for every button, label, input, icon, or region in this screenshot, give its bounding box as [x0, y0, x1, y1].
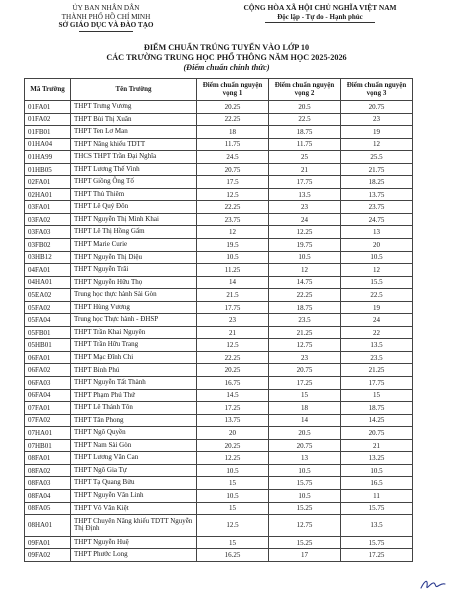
school-code-cell: 05HB01 [25, 339, 71, 352]
score-nv3-cell: 17.75 [341, 377, 413, 390]
school-code-cell: 08HA01 [25, 515, 71, 537]
score-nv2-cell: 10.5 [269, 464, 341, 477]
score-nv3-cell: 14.25 [341, 414, 413, 427]
header-school-name: Tên Trường [71, 79, 197, 101]
school-name-cell: THPT Nguyễn Thị Diệu [71, 251, 197, 264]
score-nv1-cell: 12.5 [197, 515, 269, 537]
score-nv2-cell: 12.75 [269, 515, 341, 537]
school-code-cell: 03FA03 [25, 226, 71, 239]
score-nv3-cell: 18.75 [341, 402, 413, 415]
score-nv2-cell: 14.75 [269, 276, 341, 289]
score-nv3-cell: 23 [341, 113, 413, 126]
school-name-cell: THPT Phước Long [71, 549, 197, 562]
table-row [25, 364, 413, 377]
table-row [25, 176, 413, 189]
table-row [25, 138, 413, 151]
score-nv3-cell: 21.75 [341, 163, 413, 176]
school-code-cell: 08FA04 [25, 489, 71, 502]
score-nv1-cell: 22.25 [197, 113, 269, 126]
school-name-cell: THPT Nguyễn Thị Minh Khai [71, 213, 197, 226]
table-row [25, 339, 413, 352]
score-nv1-cell: 19.5 [197, 239, 269, 252]
school-code-cell: 01HA99 [25, 151, 71, 164]
score-nv2-cell: 23 [269, 351, 341, 364]
score-nv2-cell: 15.25 [269, 536, 341, 549]
school-name-cell: THPT Nguyễn Trãi [71, 264, 197, 277]
score-nv2-cell: 18 [269, 402, 341, 415]
score-nv1-cell: 15 [197, 477, 269, 490]
score-nv3-cell: 22.5 [341, 289, 413, 302]
school-name-cell: THCS THPT Trần Đại Nghĩa [71, 151, 197, 164]
score-nv1-cell: 15 [197, 536, 269, 549]
school-code-cell: 03HB12 [25, 251, 71, 264]
score-nv1-cell: 22.25 [197, 201, 269, 214]
table-row [25, 276, 413, 289]
score-nv3-cell: 21 [341, 439, 413, 452]
school-code-cell: 08FA03 [25, 477, 71, 490]
score-nv3-cell: 16.5 [341, 477, 413, 490]
score-nv2-cell: 21.25 [269, 326, 341, 339]
table-header-row [25, 79, 413, 101]
school-code-cell: 08FA02 [25, 464, 71, 477]
signature-mark [419, 576, 447, 592]
title-note: (Điểm chuẩn chính thức) [183, 63, 270, 72]
school-code-cell: 07HA01 [25, 427, 71, 440]
score-nv1-cell: 17.5 [197, 176, 269, 189]
score-nv3-cell: 21.25 [341, 364, 413, 377]
score-nv2-cell: 14 [269, 414, 341, 427]
table-row [25, 536, 413, 549]
score-nv2-cell: 17 [269, 549, 341, 562]
score-nv3-cell: 13 [341, 226, 413, 239]
title-line-2: CÁC TRƯỜNG TRUNG HỌC PHỔ THÔNG NĂM HỌC 2025-2026 [106, 53, 347, 62]
school-name-cell: THPT Năng khiếu TDTT [71, 138, 197, 151]
score-nv3-cell: 13.5 [341, 339, 413, 352]
header-school-code: Mã Trường [25, 79, 71, 101]
score-nv1-cell: 12.5 [197, 339, 269, 352]
score-nv3-cell: 11 [341, 489, 413, 502]
score-nv3-cell: 13.5 [341, 515, 413, 537]
national-motto: Độc lập - Tự do - Hạnh phúc [277, 12, 363, 21]
school-name-cell: THPT Ngô Quyền [71, 427, 197, 440]
score-nv2-cell: 20.75 [269, 364, 341, 377]
school-code-cell: 09FA02 [25, 549, 71, 562]
school-name-cell: Trung học Thực hành - ĐHSP [71, 314, 197, 327]
school-name-cell: THPT Phạm Phú Thứ [71, 389, 197, 402]
score-nv2-cell: 12.25 [269, 226, 341, 239]
table-row [25, 414, 413, 427]
school-name-cell: THPT Bình Phú [71, 364, 197, 377]
table-row [25, 201, 413, 214]
school-code-cell: 05EA02 [25, 289, 71, 302]
score-nv2-cell: 20.75 [269, 439, 341, 452]
table-row [25, 188, 413, 201]
table-row [25, 502, 413, 515]
score-nv3-cell: 24.75 [341, 213, 413, 226]
score-nv2-cell: 19.75 [269, 239, 341, 252]
table-row [25, 213, 413, 226]
table-row [25, 101, 413, 114]
score-nv1-cell: 12 [197, 226, 269, 239]
table-row [25, 402, 413, 415]
school-name-cell: THPT Nguyễn Hữu Thọ [71, 276, 197, 289]
score-nv2-cell: 15.25 [269, 502, 341, 515]
issuer-line-3: SỞ GIÁO DỤC VÀ ĐÀO TẠO [58, 21, 154, 30]
header-score-nv1: Điểm chuẩn nguyện vọng 1 [197, 79, 269, 101]
score-nv1-cell: 22.25 [197, 351, 269, 364]
school-code-cell: 06FA04 [25, 389, 71, 402]
score-nv2-cell: 11.75 [269, 138, 341, 151]
score-nv2-cell: 10.5 [269, 489, 341, 502]
score-nv2-cell: 21 [269, 163, 341, 176]
table-row [25, 301, 413, 314]
score-nv3-cell: 23.5 [341, 351, 413, 364]
school-code-cell: 03FA01 [25, 201, 71, 214]
score-nv1-cell: 15 [197, 502, 269, 515]
table-row [25, 427, 413, 440]
school-name-cell: THPT Ngô Gia Tự [71, 464, 197, 477]
school-name-cell: THPT Marie Curie [71, 239, 197, 252]
score-nv2-cell: 18.75 [269, 301, 341, 314]
school-code-cell: 07HB01 [25, 439, 71, 452]
national-title: CỘNG HÒA XÃ HỘI CHỦ NGHĨA VIỆT NAM [243, 3, 397, 12]
score-nv1-cell: 14 [197, 276, 269, 289]
school-name-cell: THPT Tạ Quang Bửu [71, 477, 197, 490]
score-nv2-cell: 13.5 [269, 188, 341, 201]
school-name-cell: THPT Ten Lơ Man [71, 126, 197, 139]
issuer-line-1: ỦY BAN NHÂN DÂN [72, 4, 140, 12]
school-code-cell: 03FB02 [25, 239, 71, 252]
score-nv3-cell: 20.75 [341, 101, 413, 114]
school-code-cell: 05FB01 [25, 326, 71, 339]
score-nv2-cell: 22.5 [269, 113, 341, 126]
score-nv1-cell: 17.25 [197, 402, 269, 415]
score-nv1-cell: 20.25 [197, 439, 269, 452]
school-name-cell: THPT Mạc Đĩnh Chi [71, 351, 197, 364]
school-code-cell: 01FA01 [25, 101, 71, 114]
school-code-cell: 02FA01 [25, 176, 71, 189]
table-row [25, 151, 413, 164]
table-row [25, 289, 413, 302]
document-title [0, 43, 453, 73]
school-name-cell: THPT Tân Phong [71, 414, 197, 427]
score-nv1-cell: 21 [197, 326, 269, 339]
score-nv3-cell: 13.25 [341, 452, 413, 465]
table-row [25, 326, 413, 339]
score-nv3-cell: 15.75 [341, 536, 413, 549]
score-nv1-cell: 10.5 [197, 251, 269, 264]
school-code-cell: 08FA01 [25, 452, 71, 465]
table-row [25, 239, 413, 252]
school-name-cell: THPT Giồng Ông Tố [71, 176, 197, 189]
table-row [25, 351, 413, 364]
score-nv3-cell: 15.75 [341, 502, 413, 515]
score-nv2-cell: 22.25 [269, 289, 341, 302]
school-name-cell: THPT Thủ Thiêm [71, 188, 197, 201]
school-name-cell: THPT Trần Khai Nguyên [71, 326, 197, 339]
score-nv1-cell: 21.5 [197, 289, 269, 302]
score-nv3-cell: 20 [341, 239, 413, 252]
score-nv2-cell: 18.75 [269, 126, 341, 139]
table-body [25, 101, 413, 562]
table-row [25, 464, 413, 477]
table-row [25, 452, 413, 465]
table-row [25, 113, 413, 126]
school-code-cell: 01FB01 [25, 126, 71, 139]
school-code-cell: 02HA01 [25, 188, 71, 201]
school-code-cell: 03FA02 [25, 213, 71, 226]
score-nv2-cell: 15.75 [269, 477, 341, 490]
score-nv2-cell: 24 [269, 213, 341, 226]
school-name-cell: THPT Bùi Thị Xuân [71, 113, 197, 126]
score-nv2-cell: 13 [269, 452, 341, 465]
score-nv2-cell: 12 [269, 264, 341, 277]
score-nv3-cell: 18.25 [341, 176, 413, 189]
school-name-cell: THPT Nam Sài Gòn [71, 439, 197, 452]
score-nv1-cell: 20.25 [197, 101, 269, 114]
school-name-cell: THPT Võ Văn Kiệt [71, 502, 197, 515]
score-nv1-cell: 20 [197, 427, 269, 440]
issuer-divider [79, 31, 133, 32]
school-name-cell: THPT Lê Thánh Tôn [71, 402, 197, 415]
score-nv2-cell: 17.75 [269, 176, 341, 189]
national-header [206, 4, 434, 23]
score-nv3-cell: 23.75 [341, 201, 413, 214]
school-code-cell: 06FA01 [25, 351, 71, 364]
issuer-header [26, 4, 186, 32]
score-nv1-cell: 23.75 [197, 213, 269, 226]
school-code-cell: 09FA01 [25, 536, 71, 549]
school-code-cell: 05FA02 [25, 301, 71, 314]
school-name-cell: THPT Trưng Vương [71, 101, 197, 114]
header-score-nv2: Điểm chuẩn nguyện vọng 2 [269, 79, 341, 101]
score-nv3-cell: 20.75 [341, 427, 413, 440]
score-nv1-cell: 20.25 [197, 364, 269, 377]
score-nv1-cell: 16.75 [197, 377, 269, 390]
school-code-cell: 07FA02 [25, 414, 71, 427]
score-nv3-cell: 12 [341, 138, 413, 151]
school-name-cell: THPT Lương Thế Vinh [71, 163, 197, 176]
score-nv1-cell: 23 [197, 314, 269, 327]
school-code-cell: 05FA04 [25, 314, 71, 327]
table-row [25, 126, 413, 139]
score-nv3-cell: 22 [341, 326, 413, 339]
table-row [25, 377, 413, 390]
score-nv2-cell: 23 [269, 201, 341, 214]
school-code-cell: 01FA02 [25, 113, 71, 126]
score-nv1-cell: 11.25 [197, 264, 269, 277]
table-row [25, 489, 413, 502]
score-nv1-cell: 24.5 [197, 151, 269, 164]
score-nv2-cell: 15 [269, 389, 341, 402]
score-nv3-cell: 13.75 [341, 188, 413, 201]
admission-scores-table [24, 78, 413, 562]
score-nv1-cell: 14.5 [197, 389, 269, 402]
score-nv2-cell: 23.5 [269, 314, 341, 327]
score-nv1-cell: 12.5 [197, 188, 269, 201]
school-code-cell: 08FA05 [25, 502, 71, 515]
score-nv3-cell: 15.5 [341, 276, 413, 289]
score-nv3-cell: 10.5 [341, 251, 413, 264]
table-row [25, 163, 413, 176]
score-nv1-cell: 16.25 [197, 549, 269, 562]
score-nv3-cell: 15 [341, 389, 413, 402]
school-name-cell: THPT Nguyễn Văn Linh [71, 489, 197, 502]
score-nv2-cell: 20.5 [269, 101, 341, 114]
score-nv1-cell: 13.75 [197, 414, 269, 427]
school-name-cell: THPT Trần Hữu Trang [71, 339, 197, 352]
school-name-cell: THPT Chuyên Năng khiếu TDTT Nguyễn Thị Định [71, 515, 197, 537]
table-row [25, 389, 413, 402]
score-nv3-cell: 24 [341, 314, 413, 327]
score-nv3-cell: 12 [341, 264, 413, 277]
table-row [25, 439, 413, 452]
school-code-cell: 07FA01 [25, 402, 71, 415]
score-nv2-cell: 10.5 [269, 251, 341, 264]
score-nv1-cell: 20.75 [197, 163, 269, 176]
score-nv2-cell: 25 [269, 151, 341, 164]
school-name-cell: THPT Nguyễn Tất Thành [71, 377, 197, 390]
score-nv3-cell: 19 [341, 126, 413, 139]
motto-divider [265, 22, 375, 23]
table-row [25, 477, 413, 490]
score-nv1-cell: 11.75 [197, 138, 269, 151]
school-name-cell: THPT Lương Văn Can [71, 452, 197, 465]
score-nv1-cell: 10.5 [197, 464, 269, 477]
school-name-cell: THPT Lê Quý Đôn [71, 201, 197, 214]
issuer-line-2: THÀNH PHỐ HỒ CHÍ MINH [61, 12, 151, 21]
header-score-nv3: Điểm chuẩn nguyện vọng 3 [341, 79, 413, 101]
school-code-cell: 04HA01 [25, 276, 71, 289]
school-name-cell: THPT Lê Thị Hồng Gấm [71, 226, 197, 239]
table-row [25, 515, 413, 537]
table-row [25, 226, 413, 239]
score-nv3-cell: 17.25 [341, 549, 413, 562]
school-name-cell: Trung học thực hành Sài Gòn [71, 289, 197, 302]
score-nv1-cell: 18 [197, 126, 269, 139]
score-nv1-cell: 17.75 [197, 301, 269, 314]
score-nv1-cell: 10.5 [197, 489, 269, 502]
table-row [25, 264, 413, 277]
table-row [25, 549, 413, 562]
table-row [25, 251, 413, 264]
school-code-cell: 06FA02 [25, 364, 71, 377]
school-name-cell: THPT Hùng Vương [71, 301, 197, 314]
score-nv3-cell: 19 [341, 301, 413, 314]
score-nv2-cell: 17.25 [269, 377, 341, 390]
school-code-cell: 01HA04 [25, 138, 71, 151]
table-row [25, 314, 413, 327]
school-code-cell: 04FA01 [25, 264, 71, 277]
score-nv3-cell: 25.5 [341, 151, 413, 164]
score-nv3-cell: 10.5 [341, 464, 413, 477]
title-line-1: ĐIỂM CHUẨN TRÚNG TUYỂN VÀO LỚP 10 [143, 43, 310, 52]
score-nv2-cell: 12.75 [269, 339, 341, 352]
score-nv1-cell: 12.25 [197, 452, 269, 465]
school-name-cell: THPT Nguyễn Huệ [71, 536, 197, 549]
score-nv2-cell: 20.5 [269, 427, 341, 440]
school-code-cell: 01HB05 [25, 163, 71, 176]
school-code-cell: 06FA03 [25, 377, 71, 390]
